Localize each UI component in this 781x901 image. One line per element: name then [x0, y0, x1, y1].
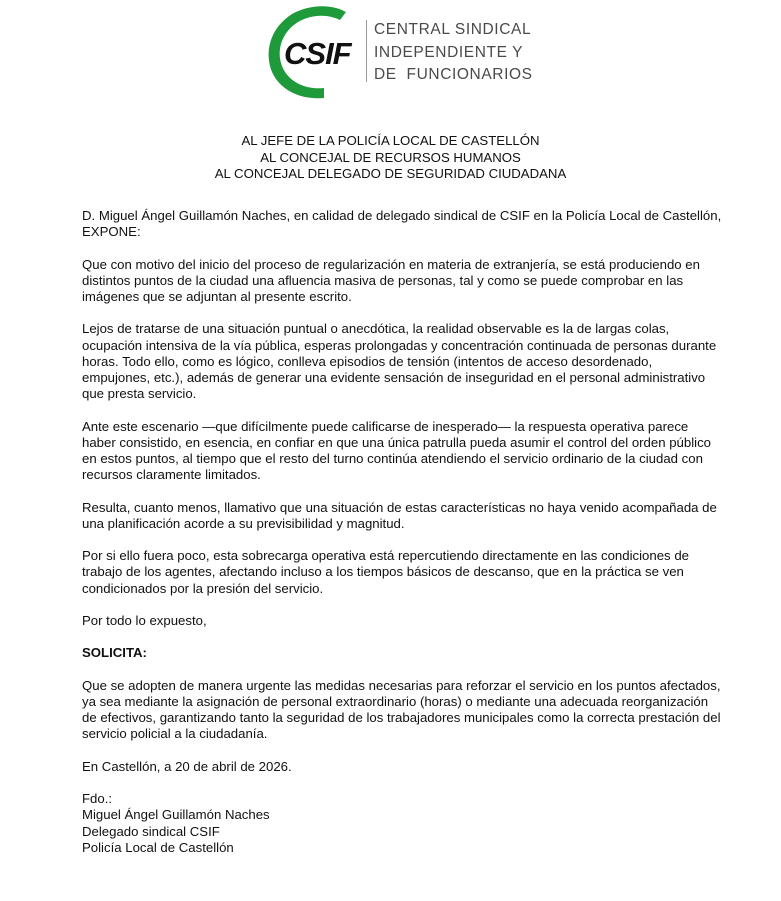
body-paragraph: Ante este escenario —que difícilmente puede calificarse de inesperado— la respuesta operativa parece haber consistido, en esencia, en confiar en que una única patrulla pueda asumir el control del orden público en estos puntos, al tiempo que el resto del turno continúa atendiendo el servicio ordinario de la ciudad con recursos claramente limitados.	[82, 418, 712, 483]
signature-unit: Policía Local de Castellón	[82, 839, 234, 855]
request-heading: SOLICITA:	[82, 645, 147, 661]
signature-role: Delegado sindical CSIF	[82, 823, 220, 839]
addressee-line: AL CONCEJAL DELEGADO DE SEGURIDAD CIUDADANA	[214, 166, 567, 181]
logo-divider	[366, 20, 367, 82]
signature-block	[82, 791, 722, 856]
signature-name: Miguel Ángel Guillamón Naches	[82, 807, 270, 823]
svg-text:CSIF: CSIF	[284, 36, 351, 71]
csif-logo-mark-icon	[262, 2, 362, 102]
closing-intro: Por todo lo expuesto,	[82, 612, 207, 628]
logo-org-name	[374, 19, 533, 87]
request-paragraph: Que se adopten de manera urgente las medidas necesarias para reforzar el servicio en los puntos afectados, ya sea mediante la asignación de personal extraordinario (horas) o mediante una adecuada reorganización de efectivos, garantizando tanto la seguridad de los trabajadores municipales como la correcta prestación del servicio policial a la ciudadanía.	[82, 677, 721, 742]
signature-label: Fdo.:	[82, 791, 113, 807]
body-paragraph: Por si ello fuera poco, esta sobrecarga operativa está repercutiendo directamente en las condiciones de trabajo de los agentes, afectando incluso a los tiempos básicos de descanso, que en la práctica se ven condicionados por la presión del servicio.	[82, 548, 689, 596]
place-date: En Castellón, a 20 de abril de 2026.	[82, 758, 292, 774]
csif-logo	[262, 2, 532, 102]
logo-org-line: INDEPENDIENTE Y	[374, 43, 524, 61]
logo-org-line: DE FUNCIONARIOS	[374, 66, 533, 83]
body-paragraph: Que con motivo del inicio del proceso de regularización en materia de extranjería, se está produciendo en distintos puntos de la ciudad una afluencia masiva de personas, tal y como se puede comprobar en las imágenes que se adjuntan al presente escrito.	[82, 256, 700, 304]
addressee-line: AL JEFE DE LA POLICÍA LOCAL DE CASTELLÓN	[241, 133, 540, 148]
logo-org-line: CENTRAL SINDICAL	[374, 21, 532, 38]
intro-paragraph: D. Miguel Ángel Guillamón Naches, en calidad de delegado sindical de CSIF en la Policía Local de Castellón, EXPONE:	[82, 208, 722, 240]
addressees-block	[0, 133, 781, 183]
addressee-line: AL CONCEJAL DE RECURSOS HUMANOS	[260, 149, 521, 165]
letter-body	[82, 208, 722, 856]
body-paragraph: Lejos de tratarse de una situación puntual o anecdótica, la realidad observable es la de largas colas, ocupación intensiva de la vía pública, esperas prolongadas y concentración continuada de personas durante horas. Todo ello, como es lógico, conlleva episodios de tensión (intentos de acceso desordenado, empujones, etc.), además de generar una evidente sensación de inseguridad en el personal administrativo que presta servicio.	[82, 321, 717, 402]
body-paragraph: Resulta, cuanto menos, llamativo que una situación de estas características no haya venido acompañada de una planificación acorde a su previsibilidad y magnitud.	[82, 499, 717, 531]
